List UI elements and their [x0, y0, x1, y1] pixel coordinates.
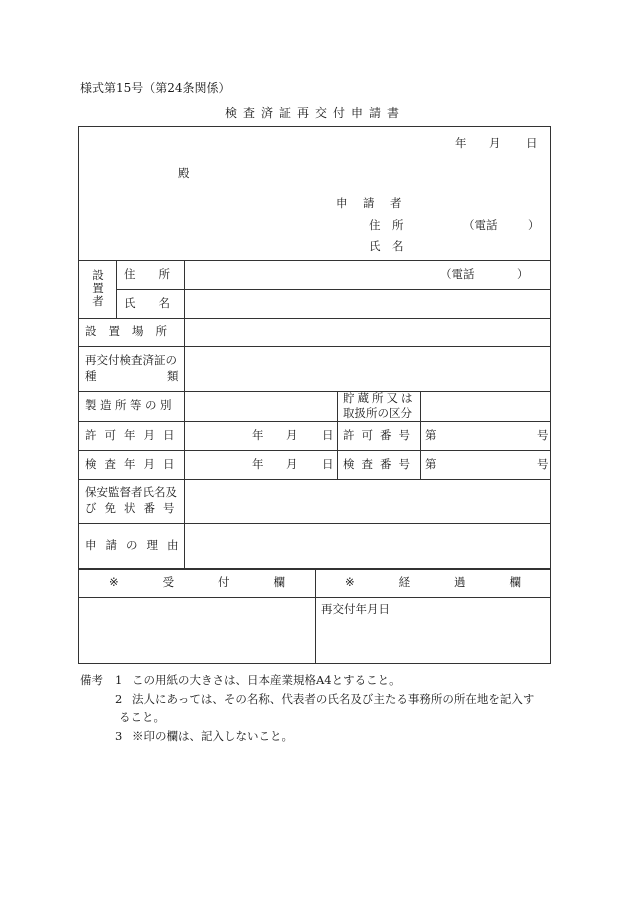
- note-2-number: 2: [115, 692, 123, 706]
- permit-dai-label: 第: [425, 428, 437, 442]
- application-form: [78, 126, 551, 664]
- permit-month-label: 月: [286, 428, 298, 442]
- reissue-date-label: 再交付年月日: [321, 602, 390, 616]
- permit-number-label: 許可番号: [343, 428, 417, 442]
- installer-phone-close: ）: [517, 267, 529, 281]
- header-day-label: 日: [526, 136, 538, 150]
- permit-go-label: 号: [537, 428, 549, 442]
- reception-column-header: ※ 受 付 欄: [109, 575, 285, 589]
- inspect-go-label: 号: [537, 457, 549, 471]
- inspect-number-label: 検査番号: [343, 457, 417, 471]
- cert-type-label-line2b: 類: [167, 369, 179, 383]
- applicant-name-label: 氏 名: [369, 239, 404, 253]
- installer-phone-open: （電話: [440, 267, 475, 281]
- page-title: 検査済証再交付申請書: [224, 106, 405, 120]
- installer-address-label: 住 所: [124, 267, 170, 281]
- inspect-dai-label: 第: [425, 457, 437, 471]
- inspect-day-label: 日: [322, 457, 334, 471]
- note-3-text: ※印の欄は、記入しないこと。: [132, 729, 293, 743]
- inspect-month-label: 月: [286, 457, 298, 471]
- manufacture-type-label: 製造所等の別: [85, 398, 175, 412]
- cert-type-label-line2a: 種: [85, 369, 97, 383]
- applicant-phone-open: （電話: [463, 218, 498, 232]
- inspect-date-label: 検査年月日: [85, 457, 183, 471]
- addressee-dono: 殿: [178, 166, 190, 180]
- storage-type-label-line2: 取扱所の区分: [343, 406, 412, 420]
- notes-label: 備考: [80, 673, 103, 687]
- applicant-phone-close: ）: [528, 218, 540, 232]
- supervisor-label-line1: 保安監督者氏名及: [85, 485, 177, 499]
- form-id: 様式第15号（第24条関係）: [80, 81, 231, 95]
- location-label: 設置場所: [85, 324, 179, 338]
- storage-type-label-line1: 貯蔵所又は: [343, 391, 416, 405]
- note-2-text-line2: ること。: [119, 710, 165, 724]
- note-3-number: 3: [115, 729, 123, 743]
- header-month-label: 月: [489, 136, 501, 150]
- permit-day-label: 日: [322, 428, 334, 442]
- inspect-year-label: 年: [252, 457, 264, 471]
- progress-column-header: ※ 経 過 欄: [345, 575, 521, 589]
- applicant-address-label: 住 所: [369, 218, 404, 232]
- note-1-text: この用紙の大きさは、日本産業規格A4とすること。: [132, 673, 401, 687]
- supervisor-label-line2: び免状番号: [85, 501, 183, 515]
- header-year-label: 年: [455, 136, 467, 150]
- reason-label: 申請の理由: [85, 538, 188, 552]
- permit-year-label: 年: [252, 428, 264, 442]
- installer-name-label: 氏 名: [124, 296, 170, 310]
- installer-group-label: 設置者: [92, 268, 104, 308]
- note-2-text-line1: 法人にあっては、その名称、代表者の氏名及び主たる事務所の所在地を記入す: [132, 692, 535, 706]
- note-1-number: 1: [115, 673, 123, 687]
- permit-date-label: 許可年月日: [85, 428, 183, 442]
- cert-type-label-line1: 再交付検査済証の: [85, 353, 177, 367]
- applicant-label: 申 請 者: [336, 196, 404, 210]
